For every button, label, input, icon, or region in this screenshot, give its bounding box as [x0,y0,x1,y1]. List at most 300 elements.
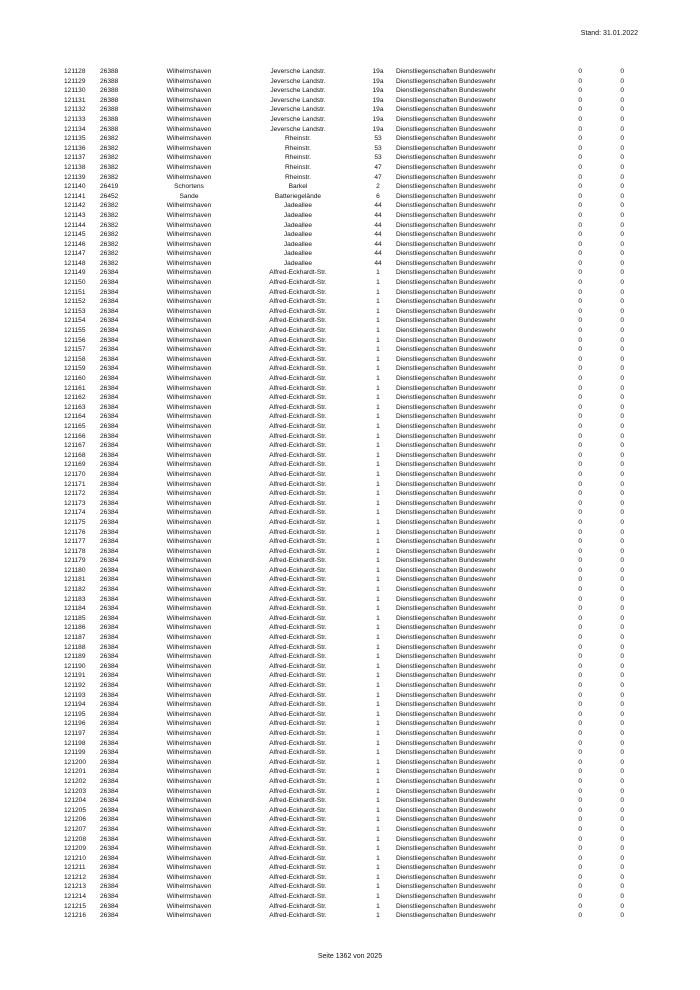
cell-wert-1: 0 [578,499,582,507]
cell-wert-2: 0 [620,87,624,95]
cell-ort: Wilhelmshaven [166,288,212,296]
cell-hausnummer: 53 [374,154,382,162]
cell-id: 121150 [64,279,86,287]
cell-hausnummer: 1 [376,288,380,296]
cell-id: 121141 [64,192,86,200]
cell-hausnummer: 6 [376,192,380,200]
cell-wert-2: 0 [620,777,624,785]
cell-plz: 26384 [100,893,119,901]
cell-ort: Wilhelmshaven [166,729,212,737]
cell-plz: 26384 [100,518,119,526]
cell-strasse: Alfred-Eckhardt-Str. [269,365,327,373]
cell-id: 121206 [64,816,87,824]
cell-hausnummer: 1 [376,384,380,392]
cell-hausnummer: 1 [376,413,380,421]
table-row [64,297,624,307]
cell-strasse: Alfred-Eckhardt-Str. [269,346,327,354]
cell-wert-2: 0 [620,557,624,565]
cell-plz: 26382 [100,202,119,210]
cell-ort: Wilhelmshaven [166,394,212,402]
cell-ort: Wilhelmshaven [166,336,212,344]
cell-ort: Wilhelmshaven [166,451,212,459]
cell-wert-2: 0 [620,288,624,296]
cell-plz: 26384 [100,480,119,488]
cell-ort: Wilhelmshaven [166,202,212,210]
cell-plz: 26384 [100,375,119,382]
cell-art: Dienstliegenschaften Bundeswehr [396,835,496,843]
table-row [64,489,624,499]
cell-strasse: Alfred-Eckhardt-Str. [269,547,327,555]
cell-wert-1: 0 [578,614,582,622]
cell-wert-2: 0 [620,902,624,910]
cell-strasse: Alfred-Eckhardt-Str. [269,461,327,469]
cell-ort: Wilhelmshaven [166,883,212,891]
cell-id: 121164 [64,413,86,421]
cell-id: 121203 [64,787,87,795]
cell-strasse: Jeversche Landstr. [270,125,326,133]
cell-wert-2: 0 [620,701,624,709]
cell-wert-1: 0 [578,298,582,306]
cell-id: 121160 [64,375,86,382]
cell-id: 121214 [64,893,87,901]
cell-plz: 26384 [100,509,119,517]
cell-plz: 26384 [100,662,119,670]
cell-plz: 26384 [100,691,119,699]
table-row [64,182,624,192]
cell-strasse: Alfred-Eckhardt-Str. [269,835,327,843]
cell-plz: 26388 [100,125,119,133]
cell-art: Dienstliegenschaften Bundeswehr [396,547,496,555]
cell-wert-1: 0 [578,797,582,805]
cell-hausnummer: 1 [376,375,380,382]
cell-wert-2: 0 [620,384,624,392]
table-row [64,815,624,825]
cell-wert-1: 0 [578,221,582,229]
cell-plz: 26384 [100,365,119,373]
cell-strasse: Jadeallee [283,211,313,219]
cell-hausnummer: 1 [376,327,380,335]
cell-wert-1: 0 [578,701,582,709]
cell-wert-2: 0 [620,729,624,737]
cell-art: Dienstliegenschaften Bundeswehr [396,499,496,507]
cell-art: Dienstliegenschaften Bundeswehr [396,202,496,210]
cell-art: Dienstliegenschaften Bundeswehr [396,806,496,814]
cell-hausnummer: 44 [374,221,382,229]
cell-art: Dienstliegenschaften Bundeswehr [396,854,496,862]
table-row [64,345,624,355]
cell-art: Dienstliegenschaften Bundeswehr [396,883,496,891]
cell-wert-2: 0 [620,749,624,757]
cell-art: Dienstliegenschaften Bundeswehr [396,557,496,565]
cell-hausnummer: 1 [376,307,380,315]
cell-art: Dienstliegenschaften Bundeswehr [396,259,496,267]
cell-ort: Wilhelmshaven [166,672,212,680]
cell-plz: 26384 [100,835,119,843]
cell-strasse: Alfred-Eckhardt-Str. [269,499,327,507]
cell-wert-2: 0 [620,854,624,862]
table-row [64,153,624,163]
cell-wert-2: 0 [620,614,624,622]
cell-art: Dienstliegenschaften Bundeswehr [396,115,496,123]
cell-art: Dienstliegenschaften Bundeswehr [396,288,496,296]
table-row [64,77,624,87]
cell-strasse: Alfred-Eckhardt-Str. [269,864,327,872]
cell-id: 121148 [64,259,86,267]
cell-wert-2: 0 [620,797,624,805]
cell-plz: 26384 [100,470,119,478]
cell-strasse: Alfred-Eckhardt-Str. [269,480,327,488]
cell-wert-2: 0 [620,259,624,267]
cell-plz: 26384 [100,825,119,833]
cell-art: Dienstliegenschaften Bundeswehr [396,422,496,430]
cell-art: Dienstliegenschaften Bundeswehr [396,269,496,277]
cell-wert-1: 0 [578,691,582,699]
cell-hausnummer: 44 [374,211,382,219]
cell-plz: 26384 [100,394,119,402]
table-row [64,307,624,317]
cell-plz: 26384 [100,346,119,354]
cell-ort: Wilhelmshaven [166,432,212,440]
cell-art: Dienstliegenschaften Bundeswehr [396,490,496,498]
table-row [64,374,624,384]
cell-id: 121201 [64,768,87,776]
table-row [64,355,624,365]
cell-hausnummer: 19a [372,125,384,133]
cell-wert-1: 0 [578,317,582,325]
cell-art: Dienstliegenschaften Bundeswehr [396,624,496,632]
cell-wert-2: 0 [620,883,624,891]
table-row [64,441,624,451]
cell-art: Dienstliegenschaften Bundeswehr [396,787,496,795]
cell-hausnummer: 19a [372,106,384,114]
cell-hausnummer: 1 [376,912,380,920]
cell-hausnummer: 1 [376,662,380,670]
cell-plz: 26384 [100,672,119,680]
cell-wert-2: 0 [620,873,624,881]
cell-hausnummer: 1 [376,873,380,881]
cell-id: 121212 [64,873,87,881]
cell-hausnummer: 1 [376,336,380,344]
cell-hausnummer: 2 [376,183,380,191]
cell-strasse: Alfred-Eckhardt-Str. [269,787,327,795]
cell-wert-1: 0 [578,106,582,114]
table-row [64,700,624,710]
cell-strasse: Alfred-Eckhardt-Str. [269,797,327,805]
cell-strasse: Alfred-Eckhardt-Str. [269,451,327,459]
cell-wert-2: 0 [620,566,624,574]
table-row [64,806,624,816]
table-row [64,460,624,470]
cell-strasse: Alfred-Eckhardt-Str. [269,595,327,603]
table-row [64,575,624,585]
cell-wert-2: 0 [620,375,624,382]
cell-wert-1: 0 [578,422,582,430]
cell-id: 121185 [64,614,86,622]
cell-art: Dienstliegenschaften Bundeswehr [396,701,496,709]
cell-art: Dienstliegenschaften Bundeswehr [396,192,496,200]
cell-id: 121182 [64,586,86,594]
cell-strasse: Alfred-Eckhardt-Str. [269,672,327,680]
cell-plz: 26384 [100,624,119,632]
cell-plz: 26384 [100,499,119,507]
cell-plz: 26382 [100,240,119,248]
cell-plz: 26384 [100,758,119,766]
cell-wert-2: 0 [620,490,624,498]
cell-wert-1: 0 [578,806,582,814]
cell-art: Dienstliegenschaften Bundeswehr [396,279,496,287]
cell-art: Dienstliegenschaften Bundeswehr [396,327,496,335]
cell-plz: 26384 [100,355,119,363]
cell-wert-2: 0 [620,183,624,191]
cell-ort: Wilhelmshaven [166,269,212,277]
cell-id: 121155 [64,327,86,335]
table-row [64,105,624,115]
cell-art: Dienstliegenschaften Bundeswehr [396,384,496,392]
cell-plz: 26384 [100,710,119,718]
cell-wert-1: 0 [578,902,582,910]
cell-strasse: Alfred-Eckhardt-Str. [269,470,327,478]
cell-id: 121163 [64,403,86,411]
cell-wert-2: 0 [620,518,624,526]
cell-id: 121181 [64,576,86,584]
cell-strasse: Jadeallee [283,259,313,267]
cell-strasse: Alfred-Eckhardt-Str. [269,777,327,785]
cell-hausnummer: 1 [376,394,380,402]
cell-hausnummer: 47 [374,173,382,181]
cell-wert-1: 0 [578,605,582,613]
cell-plz: 26384 [100,413,119,421]
cell-hausnummer: 1 [376,902,380,910]
cell-id: 121152 [64,298,86,306]
cell-id: 121158 [64,355,86,363]
cell-ort: Wilhelmshaven [166,163,212,171]
cell-plz: 26384 [100,307,119,315]
cell-hausnummer: 1 [376,682,380,689]
cell-plz: 26388 [100,115,119,123]
cell-plz: 26384 [100,653,119,661]
cell-plz: 26384 [100,806,119,814]
cell-strasse: Alfred-Eckhardt-Str. [269,269,327,277]
cell-wert-1: 0 [578,595,582,603]
cell-strasse: Alfred-Eckhardt-Str. [269,566,327,574]
cell-ort: Wilhelmshaven [166,87,212,95]
cell-wert-2: 0 [620,163,624,171]
cell-wert-1: 0 [578,672,582,680]
cell-wert-2: 0 [620,327,624,335]
cell-strasse: Alfred-Eckhardt-Str. [269,538,327,546]
table-row [64,240,624,250]
cell-strasse: Alfred-Eckhardt-Str. [269,816,327,824]
cell-plz: 26384 [100,269,119,277]
cell-strasse: Jeversche Landstr. [270,68,326,75]
cell-id: 121140 [64,183,86,191]
cell-wert-2: 0 [620,835,624,843]
cell-hausnummer: 1 [376,797,380,805]
cell-hausnummer: 19a [372,115,384,123]
cell-art: Dienstliegenschaften Bundeswehr [396,451,496,459]
cell-hausnummer: 1 [376,403,380,411]
cell-plz: 26384 [100,566,119,574]
cell-wert-2: 0 [620,682,624,689]
cell-ort: Wilhelmshaven [166,125,212,133]
cell-hausnummer: 1 [376,528,380,536]
cell-id: 121134 [64,125,86,133]
cell-wert-1: 0 [578,768,582,776]
table-row [64,719,624,729]
cell-id: 121191 [64,672,86,680]
cell-wert-1: 0 [578,643,582,651]
cell-ort: Wilhelmshaven [166,710,212,718]
cell-hausnummer: 1 [376,490,380,498]
cell-ort: Wilhelmshaven [166,461,212,469]
cell-strasse: Alfred-Eckhardt-Str. [269,375,327,382]
cell-wert-1: 0 [578,624,582,632]
cell-ort: Wilhelmshaven [166,154,212,162]
cell-strasse: Rheinstr. [284,154,312,162]
cell-wert-1: 0 [578,883,582,891]
cell-art: Dienstliegenschaften Bundeswehr [396,375,496,382]
cell-hausnummer: 1 [376,365,380,373]
cell-wert-2: 0 [620,355,624,363]
cell-wert-2: 0 [620,768,624,776]
table-row [64,249,624,259]
cell-ort: Wilhelmshaven [166,576,212,584]
cell-hausnummer: 53 [374,144,382,152]
cell-strasse: Alfred-Eckhardt-Str. [269,336,327,344]
cell-id: 121175 [64,518,86,526]
cell-plz: 26384 [100,797,119,805]
cell-id: 121128 [64,68,86,75]
cell-wert-1: 0 [578,864,582,872]
cell-id: 121161 [64,384,86,392]
cell-wert-2: 0 [620,231,624,239]
cell-strasse: Rheinstr. [284,173,312,181]
cell-plz: 26384 [100,327,119,335]
cell-ort: Wilhelmshaven [166,643,212,651]
cell-wert-1: 0 [578,480,582,488]
cell-id: 121144 [64,221,86,229]
cell-strasse: Alfred-Eckhardt-Str. [269,653,327,661]
cell-wert-2: 0 [620,403,624,411]
cell-ort: Wilhelmshaven [166,499,212,507]
table-row [64,777,624,787]
cell-wert-2: 0 [620,509,624,517]
cell-id: 121176 [64,528,86,536]
cell-plz: 26388 [100,87,119,95]
cell-art: Dienstliegenschaften Bundeswehr [396,298,496,306]
cell-hausnummer: 44 [374,259,382,267]
cell-wert-2: 0 [620,912,624,920]
cell-art: Dienstliegenschaften Bundeswehr [396,96,496,104]
cell-hausnummer: 1 [376,634,380,642]
table-row [64,681,624,691]
cell-wert-1: 0 [578,202,582,210]
stand-date: Stand: 31.01.2022 [580,30,638,37]
cell-art: Dienstliegenschaften Bundeswehr [396,307,496,315]
cell-wert-1: 0 [578,720,582,728]
cell-wert-2: 0 [620,461,624,469]
cell-wert-1: 0 [578,144,582,152]
cell-wert-2: 0 [620,135,624,143]
cell-ort: Wilhelmshaven [166,259,212,267]
cell-plz: 26384 [100,902,119,910]
cell-plz: 26384 [100,547,119,555]
cell-art: Dienstliegenschaften Bundeswehr [396,729,496,737]
cell-strasse: Alfred-Eckhardt-Str. [269,806,327,814]
cell-ort: Wilhelmshaven [166,691,212,699]
cell-hausnummer: 1 [376,710,380,718]
cell-ort: Wilhelmshaven [166,634,212,642]
cell-strasse: Alfred-Eckhardt-Str. [269,873,327,881]
cell-hausnummer: 1 [376,883,380,891]
cell-wert-2: 0 [620,710,624,718]
cell-strasse: Alfred-Eckhardt-Str. [269,442,327,450]
cell-ort: Wilhelmshaven [166,902,212,910]
table-row [64,739,624,749]
cell-plz: 26382 [100,144,119,152]
cell-art: Dienstliegenschaften Bundeswehr [396,634,496,642]
cell-wert-1: 0 [578,87,582,95]
cell-ort: Wilhelmshaven [166,422,212,430]
cell-plz: 26384 [100,720,119,728]
table-row [64,432,624,442]
cell-ort: Wilhelmshaven [166,768,212,776]
cell-id: 121142 [64,202,86,210]
cell-id: 121180 [64,566,86,574]
cell-wert-1: 0 [578,183,582,191]
cell-plz: 26382 [100,221,119,229]
cell-wert-2: 0 [620,893,624,901]
cell-wert-1: 0 [578,375,582,382]
cell-ort: Wilhelmshaven [166,701,212,709]
cell-art: Dienstliegenschaften Bundeswehr [396,605,496,613]
cell-hausnummer: 1 [376,816,380,824]
cell-strasse: Alfred-Eckhardt-Str. [269,413,327,421]
cell-wert-2: 0 [620,653,624,661]
cell-wert-1: 0 [578,509,582,517]
cell-plz: 26384 [100,787,119,795]
cell-wert-1: 0 [578,269,582,277]
cell-wert-2: 0 [620,298,624,306]
cell-hausnummer: 44 [374,231,382,239]
cell-ort: Wilhelmshaven [166,240,212,248]
table-row [64,451,624,461]
cell-wert-1: 0 [578,394,582,402]
cell-wert-2: 0 [620,307,624,315]
cell-wert-1: 0 [578,68,582,75]
cell-art: Dienstliegenschaften Bundeswehr [396,365,496,373]
cell-id: 121151 [64,288,86,296]
cell-plz: 26384 [100,298,119,306]
cell-art: Dienstliegenschaften Bundeswehr [396,739,496,747]
table-row [64,230,624,240]
cell-wert-1: 0 [578,825,582,833]
cell-plz: 26384 [100,279,119,287]
cell-ort: Wilhelmshaven [166,720,212,728]
cell-wert-2: 0 [620,279,624,287]
cell-id: 121213 [64,883,87,891]
cell-wert-1: 0 [578,288,582,296]
cell-hausnummer: 1 [376,518,380,526]
cell-hausnummer: 1 [376,739,380,747]
cell-strasse: Jeversche Landstr. [270,77,326,85]
cell-hausnummer: 1 [376,729,380,737]
cell-hausnummer: 1 [376,509,380,517]
cell-strasse: Jeversche Landstr. [270,106,326,114]
cell-id: 121139 [64,173,86,181]
cell-plz: 26384 [100,777,119,785]
cell-hausnummer: 1 [376,269,380,277]
